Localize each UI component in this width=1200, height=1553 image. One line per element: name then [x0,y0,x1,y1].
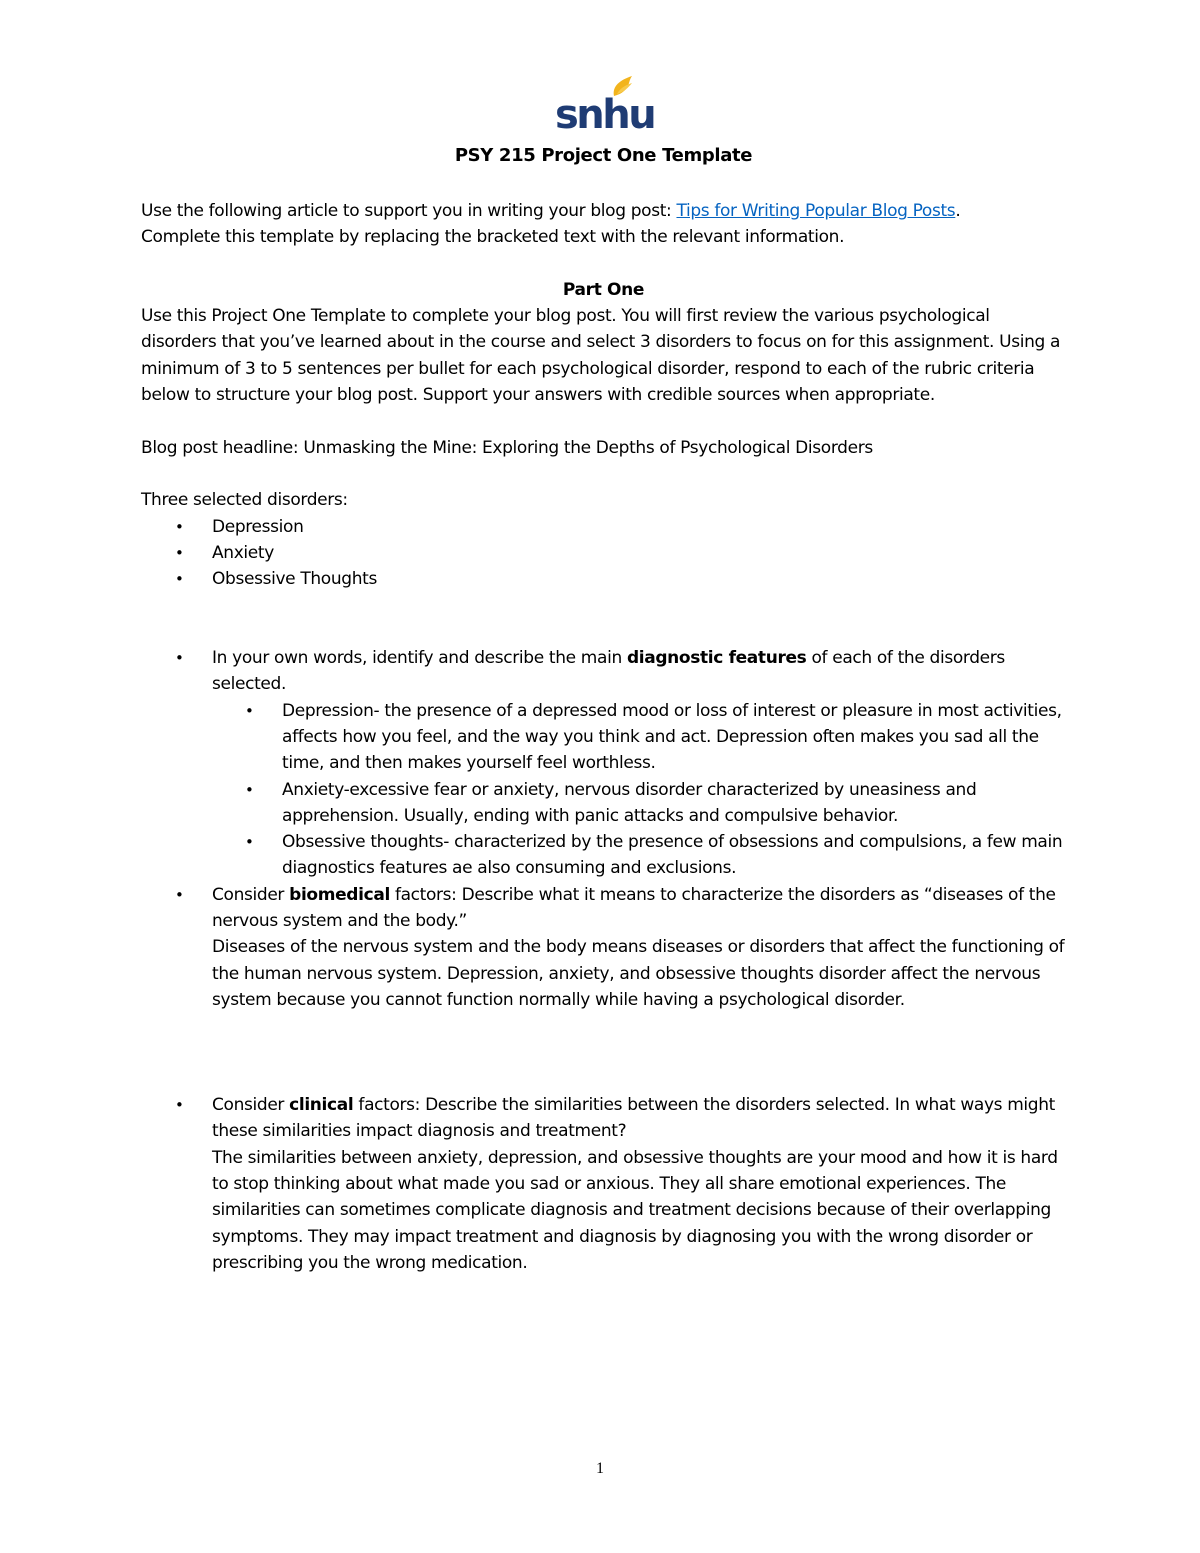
document-body [141,142,1066,1276]
bullet-icon: • [175,517,184,536]
criterion-biomedical: • Consider biomedical factors: Describe what it means to characterize the disorders as “diseases of the nervous system and the body.” Diseases of the nervous system and the body means diseases or disorders that affect the functioning of the human nervous system. Depression, anxiety, and obsessive thoughts disorder affect the nervous system because you cannot function normally while having a psychological disorder. [212,882,1066,1013]
bullet-icon: • [175,885,184,904]
rubric-criteria-list-clinical [141,1092,1066,1276]
page-title: PSY 215 Project One Template [454,145,753,166]
bullet-icon: • [245,780,254,799]
tips-article-link[interactable]: Tips for Writing Popular Blog Posts [676,201,956,221]
list-item: • Obsessive thoughts- characterized by the presence of obsessions and compulsions, a few main diagnostics features ae also consuming and exclusions. [282,829,1066,882]
intro-line-1 [141,198,1066,224]
bullet-icon: • [175,570,184,589]
list-item: • Anxiety [212,540,1066,566]
bullet-icon: • [245,701,254,720]
bullet-icon: • [245,833,254,852]
selected-disorders-label: Three selected disorders: [141,490,348,511]
snhu-logo [554,74,655,138]
selected-disorders-list [141,514,1066,593]
snhu-logo-graphic [554,74,655,138]
list-item: • Depression [212,514,1066,540]
clinical-answer: The similarities between anxiety, depression, and obsessive thoughts are your mood and how it is hard to stop thinking about what made you sad or anxious. They all share emotional experiences. The similarities can sometimes complicate diagnosis and treatment decisions because of their overlapping symptoms. They may impact treatment and diagnosis by diagnosing you with the wrong disorder or prescribing you the wrong medication. [212,1147,1058,1273]
rubric-criteria-list [141,645,1066,698]
criterion-diagnostic: • In your own words, identify and describe the main diagnostic features of each of the disorders selected. [212,645,1066,698]
svg-text:snhu: snhu [555,92,655,138]
criterion-clinical: • Consider clinical factors: Describe the similarities between the disorders selected. In what ways might these similarities impact diagnosis and treatment? The similarities between anxiety, depression, and obsessive thoughts are your mood and how it is hard to stop thinking about what made you sad or anxious. They all share emotional experiences. The similarities can sometimes complicate diagnosis and treatment decisions because of their overlapping symptoms. They may impact treatment and diagnosis by diagnosing you with the wrong disorder or prescribing you the wrong medication. [212,1092,1066,1276]
list-item: • Obsessive Thoughts [212,566,1066,592]
blog-headline: Blog post headline: Unmasking the Mine: Exploring the Depths of Psychological Disorders [141,437,873,458]
bullet-icon: • [175,1096,184,1115]
part-one-paragraph: Use this Project One Template to complete your blog post. You will first review the various psychological disorders that you’ve learned about in the course and select 3 disorders to focus on for this assignment. Using a minimum of 3 to 5 sentences per bullet for each psychological disorder, respond to each of the rubric criteria below to structure your blog post. Support your answers with credible sources when appropriate. [141,306,1061,406]
intro-text: Use the following article to support you in writing your blog post: [141,201,677,221]
bullet-icon: • [175,543,184,562]
intro-period: . [955,201,961,221]
page-number: 1 [596,1460,604,1477]
list-item: • Depression- the presence of a depressed mood or loss of interest or pleasure in most activities, affects how you feel, and the way you think and act. Depression often makes you sad all the time, and then makes yourself feel worthless. [282,698,1066,777]
diagnostic-features-list [141,698,1066,882]
list-item: • Anxiety-excessive fear or anxiety, nervous disorder characterized by uneasiness and apprehension. Usually, ending with panic attacks and compulsive behavior. [282,777,1066,830]
rubric-criteria-list-continued [141,882,1066,1013]
biomedical-answer: Diseases of the nervous system and the body means diseases or disorders that affect the functioning of the human nervous system. Depression, anxiety, and obsessive thoughts disorder affect the nervous system because you cannot function normally while having a psychological disorder. [212,937,1065,1010]
part-one-heading: Part One [562,279,645,300]
intro-line-2: Complete this template by replacing the bracketed text with the relevant information. [141,227,845,248]
bullet-icon: • [175,649,184,668]
